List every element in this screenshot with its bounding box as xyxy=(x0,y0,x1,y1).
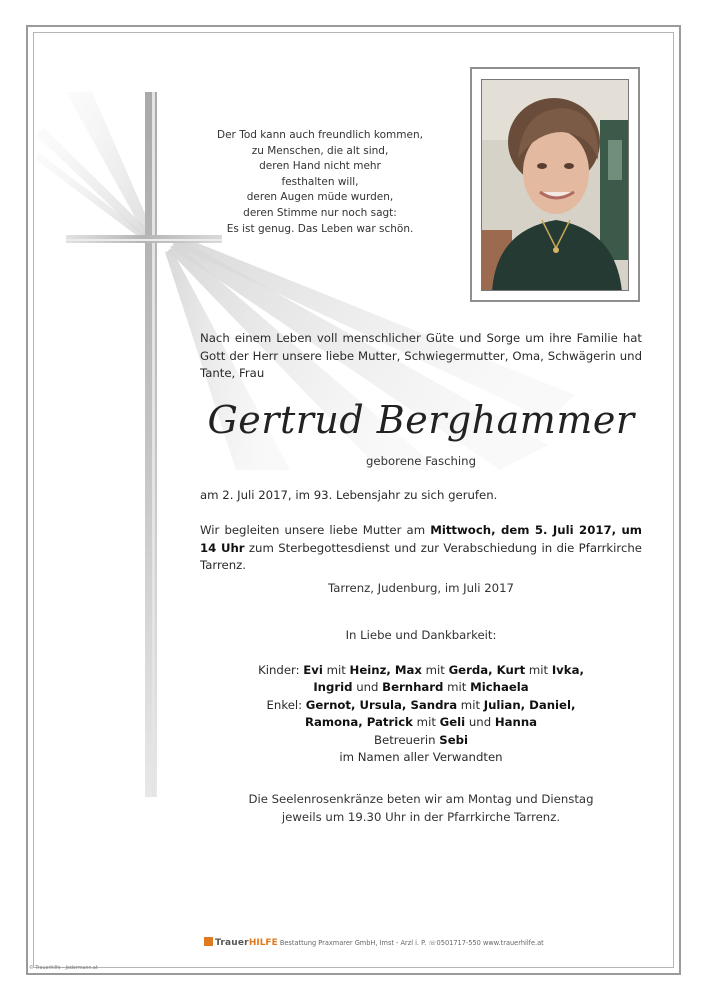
connector-text: mit xyxy=(443,680,471,695)
rosary-line: jeweils um 19.30 Uhr in der Pfarrkirche Tarrenz. xyxy=(281,809,561,824)
cross-vertical-highlight xyxy=(152,92,155,797)
family-member: Julian, Daniel, xyxy=(483,697,576,712)
family-member: Michaela xyxy=(470,680,529,695)
betreuerin-label: Betreuerin xyxy=(373,732,440,747)
intro-text: Nach einem Leben voll menschlicher Güte und Sorge um ihre Familie hat Gott der Herr unsere liebe Mutter, Schwiegermutter, Oma, Schwägerin und Tante, Frau xyxy=(200,331,642,380)
family-member: Heinz, Max xyxy=(349,663,422,677)
rosary-notice xyxy=(200,791,642,826)
family-member: Hanna xyxy=(494,715,538,730)
family-member: Sebi xyxy=(439,732,469,747)
birth-name: geborene Fasching xyxy=(365,454,477,468)
poem-line: deren Stimme nur noch sagt: xyxy=(243,206,397,219)
deceased-name: Gertrud Berghammer xyxy=(207,398,635,442)
funeral-notice xyxy=(200,522,642,575)
family-member: Gernot, Ursula, Sandra xyxy=(305,697,458,712)
family-list xyxy=(200,662,642,766)
cross-vertical-beam xyxy=(145,92,157,797)
brand-accent: HILFE xyxy=(248,938,278,948)
funeral-text: Wir begleiten unsere liebe Mutter am xyxy=(200,523,431,537)
portrait-frame xyxy=(470,67,640,302)
family-member: Ramona, Patrick xyxy=(304,715,413,730)
gratitude-heading: In Liebe und Dankbarkeit: xyxy=(345,628,497,642)
connector-text: mit xyxy=(457,697,484,712)
connector-text: und xyxy=(465,715,495,730)
family-member: Evi xyxy=(303,663,323,677)
portrait-photo xyxy=(481,79,629,291)
footer xyxy=(204,937,544,949)
family-member: Ivka, xyxy=(551,663,584,677)
connector-text: und xyxy=(352,680,383,695)
cross-horizontal-highlight xyxy=(66,239,222,241)
death-notice: am 2. Juli 2017, im 93. Lebensjahr zu sich gerufen. xyxy=(200,488,498,502)
kinder-label: Kinder: xyxy=(258,663,304,677)
relatives-line: im Namen aller Verwandten xyxy=(339,750,503,765)
poem-line: Es ist genug. Das Leben war schön. xyxy=(226,222,414,235)
family-line-kinder xyxy=(200,662,642,679)
family-line-enkel xyxy=(200,697,642,714)
trauerhilfe-logo-icon xyxy=(204,937,213,946)
connector-text: mit xyxy=(525,663,552,677)
family-member: Gerda, Kurt xyxy=(448,663,526,677)
connector-text: mit xyxy=(421,663,449,677)
family-member: Ingrid xyxy=(313,680,353,695)
family-member: Bernhard xyxy=(382,680,444,695)
poem-line: deren Hand nicht mehr xyxy=(259,160,381,173)
poem-line: deren Augen müde wurden, xyxy=(246,191,394,204)
funeral-date: Mittwoch, dem 5. Juli 2017, um 14 Uhr xyxy=(200,523,642,555)
poem xyxy=(200,128,440,237)
copyright: © Trauerhilfe - Jedermann.at xyxy=(29,966,98,971)
family-member: Geli xyxy=(439,715,466,730)
rosary-line: Die Seelenrosenkränze beten wir am Montag und Dienstag xyxy=(248,792,594,806)
poem-line: Der Tod kann auch freundlich kommen, xyxy=(217,129,423,141)
place-date: Tarrenz, Judenburg, im Juli 2017 xyxy=(328,581,514,595)
brand-name: Trauer xyxy=(215,938,249,948)
family-line-enkel-cont xyxy=(200,714,642,731)
family-line-betreuerin xyxy=(200,732,642,749)
connector-text: mit xyxy=(412,715,440,730)
poem-line: festhalten will, xyxy=(281,175,359,188)
enkel-label: Enkel: xyxy=(266,697,306,712)
footer-text: Bestattung Praxmarer GmbH, Imst - Arzl i. P. ☏0501717-550 www.trauerhilfe.at xyxy=(279,939,544,947)
connector-text: mit xyxy=(322,663,350,677)
funeral-text: zum Sterbegottesdienst und zur Verabschiedung in die Pfarrkirche Tarrenz. xyxy=(200,540,642,572)
poem-line: zu Menschen, die alt sind, xyxy=(251,144,389,157)
family-line-kinder-cont xyxy=(200,679,642,696)
